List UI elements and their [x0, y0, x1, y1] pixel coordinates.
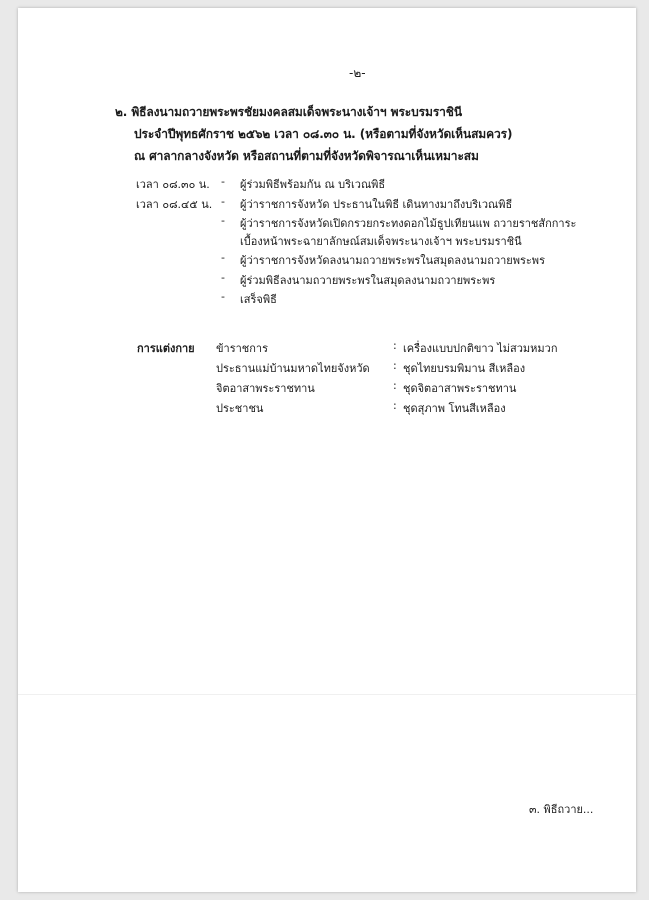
schedule-bullet: - — [221, 175, 225, 188]
schedule-bullet: - — [221, 271, 225, 284]
schedule-time-1: เวลา ๐๘.๓๐ น. — [136, 178, 210, 191]
dress-colon: : — [393, 399, 397, 412]
section-heading-line-2: ประจำปีพุทธศักราช ๒๕๖๒ เวลา ๐๘.๓๐ น. (หรือตามที่จังหวัดเห็นสมควร) — [134, 127, 513, 141]
page-number: -๒- — [349, 66, 366, 80]
schedule-bullet: - — [221, 214, 225, 227]
dress-what: ชุดจิตอาสาพระราชทาน — [403, 382, 517, 395]
dress-colon: : — [393, 359, 397, 372]
schedule-item-3-line-2: เบื้องหน้าพระฉายาลักษณ์สมเด็จพระนางเจ้าฯ พระบรมราชินี — [240, 235, 522, 248]
dress-code-label: การแต่งกาย — [137, 342, 195, 355]
schedule-item-5: ผู้ร่วมพิธีลงนามถวายพระพรในสมุดลงนามถวายพระพร — [240, 274, 496, 287]
dress-what: เครื่องแบบปกติขาว ไม่สวมหมวก — [403, 342, 558, 355]
dress-who: ประชาชน — [216, 402, 264, 415]
schedule-item-2: ผู้ว่าราชการจังหวัด ประธานในพิธี เดินทางมาถึงบริเวณพิธี — [240, 198, 513, 211]
next-page-catchword: ๓. พิธีถวาย... — [529, 803, 594, 816]
dress-who: ประธานแม่บ้านมหาดไทยจังหวัด — [216, 362, 370, 375]
schedule-item-3-line-1: ผู้ว่าราชการจังหวัดเปิดกรวยกระทงดอกไม้ธูปเทียนแพ ถวายราชสักการะ — [240, 217, 577, 230]
schedule-bullet: - — [221, 195, 225, 208]
dress-what: ชุดไทยบรมพิมาน สีเหลือง — [403, 362, 526, 375]
dress-who: ข้าราชการ — [216, 342, 268, 355]
schedule-bullet: - — [221, 290, 225, 303]
schedule-item-1: ผู้ร่วมพิธีพร้อมกัน ณ บริเวณพิธี — [240, 178, 386, 191]
paper-fold-line — [18, 694, 636, 695]
schedule-time-2: เวลา ๐๘.๔๕ น. — [136, 198, 213, 211]
dress-colon: : — [393, 379, 397, 392]
dress-what: ชุดสุภาพ โทนสีเหลือง — [403, 402, 506, 415]
schedule-item-4: ผู้ว่าราชการจังหวัดลงนามถวายพระพรในสมุดลงนามถวายพระพร — [240, 254, 545, 267]
section-heading-line-3: ณ ศาลากลางจังหวัด หรือสถานที่ตามที่จังหวัดพิจารณาเห็นเหมาะสม — [134, 149, 479, 163]
document-page — [18, 8, 636, 892]
schedule-item-6: เสร็จพิธี — [240, 293, 277, 306]
dress-who: จิตอาสาพระราชทาน — [216, 382, 315, 395]
schedule-bullet: - — [221, 251, 225, 264]
dress-colon: : — [393, 339, 397, 352]
section-heading-line-1: ๒. พิธีลงนามถวายพระพรชัยมงคลสมเด็จพระนางเจ้าฯ พระบรมราชินี — [115, 105, 462, 119]
